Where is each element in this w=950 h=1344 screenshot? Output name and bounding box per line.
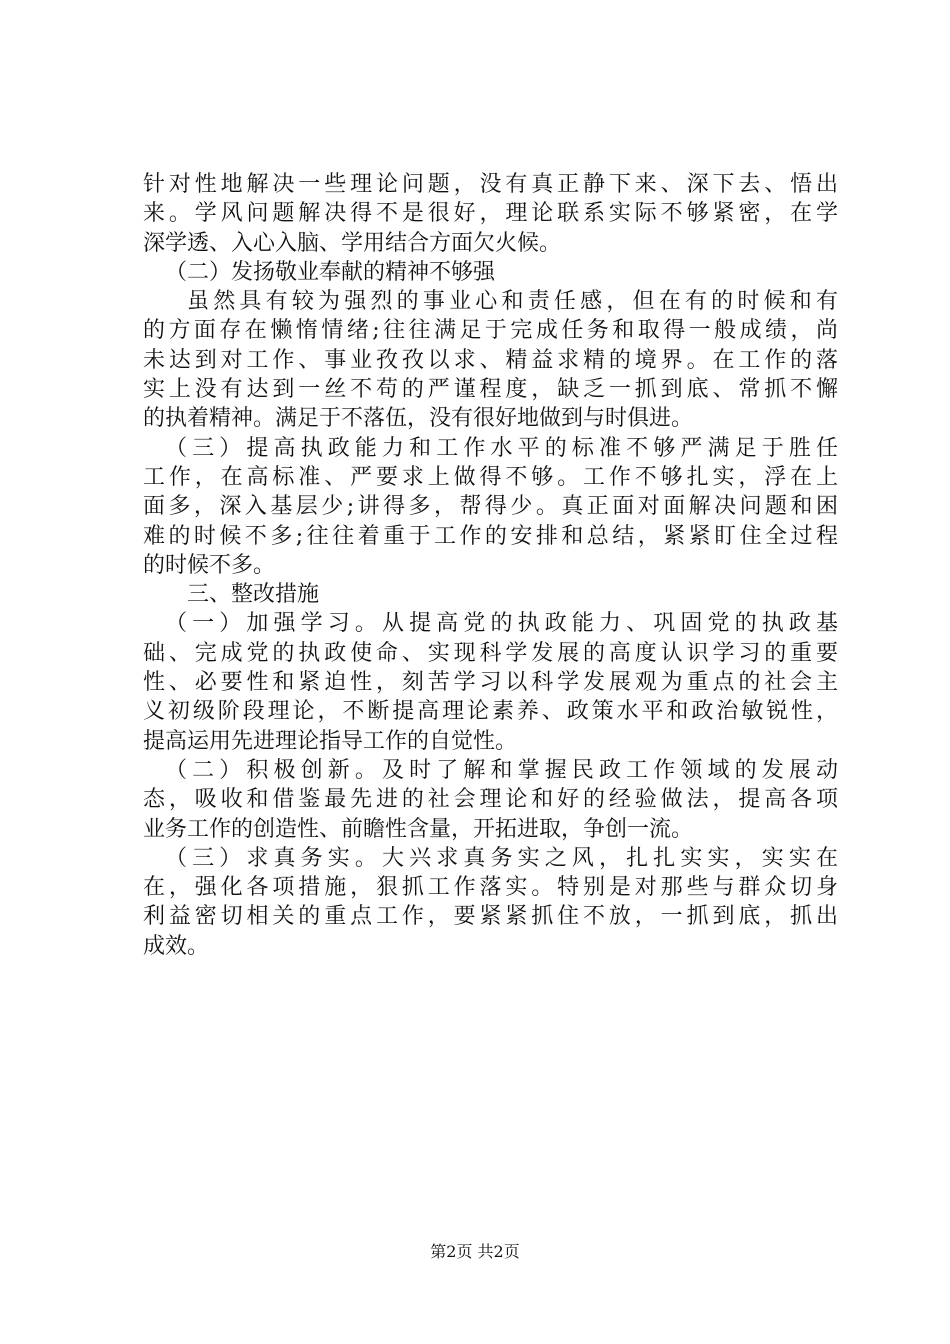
text-line: 的方面存在懒惰情绪;往往满足于完成任务和取得一般成绩，尚 (143, 318, 838, 344)
text-line: 实上没有达到一丝不苟的严谨程度，缺乏一抓到底、常抓不懈 (143, 377, 838, 403)
text-line: 三、整改措施 (187, 582, 320, 608)
text-line: （二）发扬敬业奉献的精神不够强 (165, 259, 496, 285)
text-line: （二）积极创新。及时了解和掌握民政工作领域的发展动 (165, 757, 838, 783)
text-line: 性、必要性和紧迫性，刻苦学习以科学发展观为重点的社会主 (143, 670, 838, 696)
text-line: 针对性地解决一些理论问题，没有真正静下来、深下去、悟出 (143, 172, 838, 197)
text-line: 成效。 (143, 933, 210, 959)
text-line: （三）提高执政能力和工作水平的标准不够严满足于胜任 (165, 435, 838, 461)
text-line: 的时候不多。 (143, 552, 276, 578)
text-line: 面多，深入基层少;讲得多，帮得少。真正面对面解决问题和困 (143, 494, 838, 520)
text-line: 提高运用先进理论指导工作的自觉性。 (143, 728, 518, 754)
text-line: 未达到对工作、事业孜孜以求、精益求精的境界。在工作的落 (143, 347, 838, 373)
text-line: 业务工作的创造性、前瞻性含量，开拓进取，争创一流。 (143, 816, 694, 842)
text-line: 来。学风问题解决得不是很好，理论联系实际不够紧密，在学 (143, 201, 838, 227)
text-line: 工作，在高标准、严要求上做得不够。工作不够扎实，浮在上 (143, 464, 838, 490)
text-line: 虽然具有较为强烈的事业心和责任感，但在有的时候和有 (187, 289, 838, 315)
text-line: （一）加强学习。从提高党的执政能力、巩固党的执政基 (165, 611, 838, 637)
text-line: 在，强化各项措施，狠抓工作落实。特别是对那些与群众切身 (143, 875, 838, 901)
text-line: 利益密切相关的重点工作，要紧紧抓住不放，一抓到底，抓出 (143, 904, 838, 930)
text-line: 深学透、入心入脑、学用结合方面欠火候。 (143, 230, 562, 256)
text-line: 的执着精神。满足于不落伍，没有很好地做到与时俱进。 (143, 406, 694, 432)
text-line: 义初级阶段理论，不断提高理论素养、政策水平和政治敏锐性， (143, 699, 838, 725)
text-line: 础、完成党的执政使命、实现科学发展的高度认识学习的重要 (143, 640, 838, 666)
page-footer: 第2页 共2页 (430, 1242, 520, 1261)
document-body (143, 170, 838, 961)
text-line: 难的时候不多;往往着重于工作的安排和总结，紧紧盯住全过程 (143, 523, 838, 549)
text-line: 态，吸收和借鉴最先进的社会理论和好的经验做法，提高各项 (143, 787, 838, 813)
text-line: （三）求真务实。大兴求真务实之风，扎扎实实，实实在 (165, 845, 838, 871)
